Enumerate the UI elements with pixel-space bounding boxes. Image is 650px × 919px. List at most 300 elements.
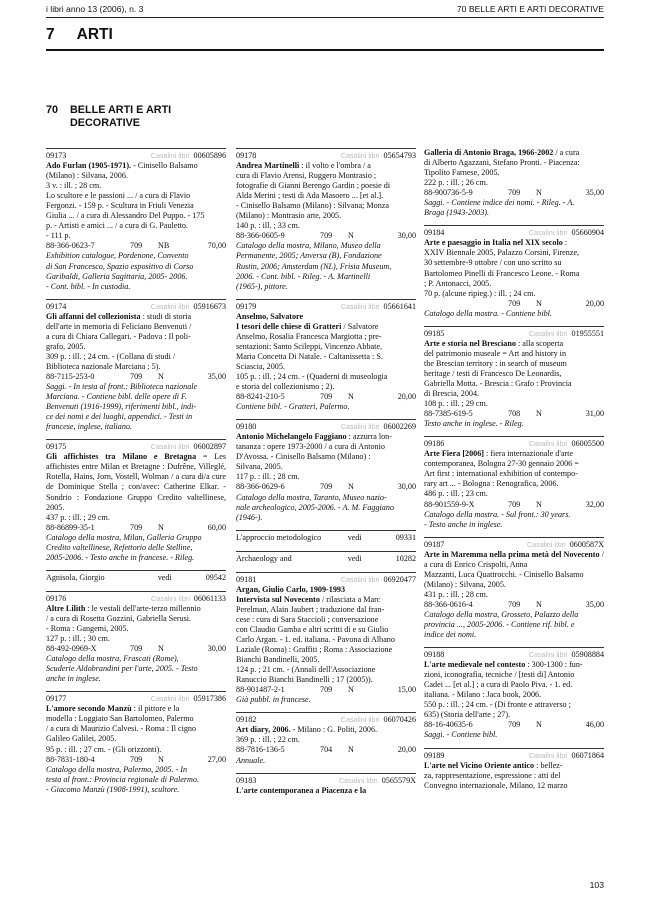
catalog-entry [424, 748, 604, 791]
isbn: 88-901559-9-X [424, 499, 475, 509]
classification: 709 [508, 499, 521, 509]
entry-line: : studi di storia [142, 311, 192, 321]
isbn-row [236, 745, 416, 755]
entry-line: 550 p. : ill. ; 24 cm. - (Di fronte e attraverso ; [424, 700, 571, 710]
entry-body [236, 786, 416, 796]
catalog-label: Casalini libri [528, 750, 568, 760]
entry-heading: Arte in Maremma nella prima metà del Novecento [424, 549, 600, 559]
catalog-entry [236, 419, 416, 522]
entry-id-row [424, 751, 604, 761]
entry-line: di Alberto Agazzani, Stefano Pronti. - Piacenza: [424, 158, 580, 168]
price: 15,00 [397, 685, 416, 695]
journal-issue: i libri anno 13 (2006), n. 3 [46, 4, 144, 14]
ref-number: 10282 [395, 553, 416, 563]
price: 20,00 [585, 298, 604, 308]
catalog-label: Casalini libri [340, 151, 380, 160]
entry-body [46, 452, 226, 522]
catalog-label: Casalini libri [151, 593, 190, 603]
cross-reference [236, 530, 416, 545]
isbn-row [424, 409, 604, 419]
entry-line: Gabriella Motta. - Brescia : Grafo : Provincia [424, 378, 572, 388]
entry-line: 70 p. (alcune ripieg.) : ill. ; 24 cm. [424, 288, 536, 298]
entry-line: Giulia ... / a cura di Alessandro Del Puppo. - 175 [46, 211, 205, 221]
entry-heading: L'amore secondo Manzù [46, 704, 132, 714]
catalog-code: 05660904 [571, 228, 604, 238]
entry-line: - 111 p. [46, 231, 71, 241]
entry-note: Saggi. - Contiene bibl. [424, 730, 498, 740]
entry-id-row [424, 540, 604, 550]
isbn: 88-492-0969-X [46, 644, 97, 654]
entry-note: Saggi. - Contiene indice dei nomi. - Rileg. - A. [424, 198, 575, 208]
entry-heading: Anselmo, Salvatore [236, 311, 304, 321]
price: 60,00 [207, 522, 226, 532]
entry-line: / a cura di Enrico Crispolti, Anna [424, 549, 604, 569]
entry-body [424, 148, 604, 188]
entry-line: : azzurra lon- [348, 432, 392, 442]
entry-line: Convegno internazionale, Milano, 12 marzo [424, 780, 568, 790]
entry-body [236, 585, 416, 685]
entry-body [424, 761, 604, 791]
entry-number: 09175 [46, 442, 67, 452]
catalog-entry [424, 436, 604, 529]
binding-type: N [348, 685, 354, 695]
isbn-row [46, 372, 226, 382]
entry-line: sentazioni: Santo Scileppi, Vincenzo Abbate, [236, 341, 383, 351]
entry-body [46, 161, 226, 241]
entry-line: - Milano : G. Politi, 2006. [292, 725, 378, 735]
catalog-code: 06061133 [193, 593, 226, 603]
catalog-label: Casalini libri [338, 775, 378, 785]
isbn [424, 299, 508, 309]
entry-note: nale archeologico, 2005-2006. - A. M. Faggiano [236, 502, 394, 512]
column-3 [424, 148, 604, 798]
entry-note: Catalogo della mostra, Taranto, Museo nazio- [236, 492, 387, 502]
classification: 709 [508, 298, 521, 308]
entry-note: Scuderie Aldobrandini per l'arte, 2005. - Testo [46, 664, 198, 674]
entry-heading: Antonio Michelangelo Faggiano [236, 432, 347, 442]
binding-type: N [536, 499, 542, 509]
entry-line: / a cura di Maurizio Calvesi. - Roma : Il cigno [46, 724, 197, 734]
entry-line: tananza : opere 1973-2000 / a cura di Antonio [236, 442, 385, 452]
catalog-code: 05917386 [193, 694, 226, 704]
classification: 709 [130, 241, 143, 251]
classification: 709 [130, 644, 143, 654]
ref-target [348, 533, 416, 543]
price: 30,00 [397, 231, 416, 241]
entry-heading: Arte Fiera [2006] [424, 449, 485, 459]
entry-id-row [424, 650, 604, 660]
binding-type: N [348, 392, 354, 402]
entry-line: cura di Flavio Arensi, Ruggero Montrasio ; [236, 171, 377, 181]
catalog-entry [424, 225, 604, 318]
catalog-entry [236, 572, 416, 706]
entry-id-row [236, 422, 416, 432]
entry-id-row [46, 594, 226, 604]
isbn-row [236, 392, 416, 402]
price: 27,00 [207, 754, 226, 764]
entry-id-row [424, 228, 604, 238]
catalog-code: 06005500 [571, 439, 604, 449]
entry-note: Catalogo della mostra, Palermo, 2005. - In [46, 764, 188, 774]
isbn-row [236, 231, 416, 241]
entry-line: grafo, 2005. [46, 341, 86, 351]
entry-number: 09180 [236, 422, 257, 432]
entry-body [46, 704, 226, 754]
isbn: 88-16-40635-6 [424, 720, 473, 730]
section-title: BELLE ARTI E ARTI DECORATIVE [70, 104, 172, 129]
entry-line: cese : cura di Sara Staccioli ; conversazione [236, 614, 379, 624]
entry-id-row [236, 151, 416, 161]
binding-type: N [158, 371, 164, 381]
entry-line: : il volto e l'ombra / a [301, 161, 371, 171]
entry-id-row [236, 776, 416, 786]
entry-number: 09188 [424, 650, 445, 660]
entry-line: Galileo Galilei, 2005. [46, 734, 117, 744]
isbn: 88-7115-253-0 [46, 371, 95, 381]
entry-number: 09177 [46, 694, 67, 704]
entry-note: Catalogo della mostra, Grosseto, Palazzo della [424, 609, 579, 619]
entry-line: (Milano) : Silvana, 2006. [46, 171, 128, 181]
catalog-label: Casalini libri [528, 228, 568, 238]
entry-heading: Art diary, 2006. [236, 725, 291, 735]
entry-line: modella : Loggiato San Bartolomeo, Palermo [46, 714, 194, 724]
entry-note: indice dei nomi. [424, 630, 477, 640]
isbn: 88-7816-136-5 [236, 745, 285, 755]
entry-number: 09185 [424, 328, 445, 338]
entry-line: Carlo Argan. - 1. ed. italiana. - Pavona di Albano [236, 635, 395, 645]
entry-note: testa al front.: Provincia regionale di Palermo. [46, 774, 199, 784]
entry-id-row [46, 694, 226, 704]
entry-line: / Salvatore [343, 321, 379, 331]
entry-body [236, 161, 416, 231]
entry-note: Contiene bibl. - Gratteri, Palermo. [236, 402, 350, 412]
entry-note: - Giacomo Manzù (1908-1991), scultore. [46, 784, 180, 794]
entry-line: 108 p. : ill. ; 29 cm. [424, 399, 488, 409]
entry-number: 09186 [424, 439, 445, 449]
price: 35,00 [585, 188, 604, 198]
entry-note: Catalogo della mostra, Milano, Museo della [236, 241, 381, 251]
catalog-code: 05916673 [193, 301, 226, 311]
entry-line: (Milano) : Montrasio arte, 2005. [236, 211, 342, 221]
entry-line: 369 p. : ill. ; 22 cm. [236, 735, 300, 745]
entry-line: the Brescian territory : in search of museum [424, 358, 567, 368]
catalog-code: 0565579X [381, 775, 416, 785]
entry-line: italiana. - Milano : Jaca book, 2006. [424, 690, 542, 700]
entry-description: = Les affichistes entre Milan et Bretagne : Dufrêne, Villeglé, Rotella, Hains, Jorn, Vostell, Wolman / a cura di/a cure de Dominique Stella ; con/avec: Catherine Elkar. - Sondrio : Fondazione Gruppo Credito valtellinese, 2005. 437 p. : ill. ; 29 cm. [46, 452, 227, 522]
price: 31,00 [585, 409, 604, 419]
entry-title: I tesori delle chiese di Gratteri [236, 321, 342, 331]
chapter-heading [46, 26, 604, 51]
catalog-entry [46, 691, 226, 794]
catalog-label: Casalini libri [150, 151, 190, 160]
price: 20,00 [397, 392, 416, 402]
entry-number: 09181 [236, 574, 257, 584]
ref-number: 09542 [205, 572, 226, 582]
entry-note: Permanente, 2005; Anversa (B), Fondazione [236, 251, 382, 261]
entry-line: 3 v. : ill. ; 28 cm. [46, 181, 102, 191]
entry-line: Alda Merini ; testi di Ada Masoero ... [et al.]. [236, 191, 384, 201]
entry-body [236, 725, 416, 745]
classification: 709 [130, 754, 143, 764]
binding-type: N [536, 409, 542, 419]
catalog-code: 06070426 [383, 715, 416, 725]
ref-target [158, 573, 226, 583]
entry-line: Sciascia, 2005. [236, 361, 285, 371]
entry-note: 2005-2006. - Testo anche in francese. - Rileg. [46, 552, 195, 562]
entry-line: a cura di Chiara Callegari. - Padova : Il poli- [46, 331, 191, 341]
isbn: 88-86899-35-1 [46, 522, 95, 532]
classification: 708 [508, 409, 521, 419]
entry-line: (Milano) : Silvana, 2005. [424, 579, 506, 589]
entry-line: : alla scoperta [517, 338, 564, 348]
entry-line: zioni, iconografia, tecniche / [testi di] Antonio [424, 670, 575, 680]
entry-line: Art first : international exhibition of contempo- [424, 469, 578, 479]
chapter-number: 7 [46, 26, 55, 43]
entry-line: za, rappresentazione, espressione : atti del [424, 770, 561, 780]
entry-line: 431 p. : ill. ; 28 cm. [424, 589, 488, 599]
binding-type: NB [158, 241, 170, 251]
entry-line: : fiera internazionale d'arte [486, 449, 573, 459]
isbn: 88-366-0605-9 [236, 231, 285, 241]
isbn-row [424, 188, 604, 198]
catalog-label: Casalini libri [150, 301, 190, 311]
catalog-label: Casalini libri [526, 539, 566, 549]
catalog-entry [236, 712, 416, 765]
entry-heading: Gli affichistes tra Milano e Bretagna [46, 452, 197, 462]
entry-heading: L'arte nel Vicino Oriente antico [424, 760, 535, 770]
entry-number: 09174 [46, 301, 67, 311]
entry-line: e storia del collezionismo ; 2). [236, 382, 335, 392]
entry-number: 09179 [236, 301, 257, 311]
binding-type: N [158, 644, 164, 654]
entry-note: Catalogo della mostra, Frascati (Rome), [46, 654, 179, 664]
section-heading [46, 104, 180, 129]
entry-line: 117 p. : ill. ; 28 cm. [236, 472, 300, 482]
classification: 709 [130, 522, 143, 532]
isbn-row [46, 523, 226, 533]
entry-note: - Testo anche in inglese. [424, 519, 503, 529]
entry-number: 09178 [236, 151, 257, 160]
entry-note: Testo anche in inglese. - Rileg. [424, 419, 524, 429]
catalog-code: 05908884 [571, 650, 604, 660]
catalog-entry [236, 773, 416, 796]
classification: 704 [320, 745, 333, 755]
entry-line: : il pittore e la [133, 704, 180, 714]
entry-line: - Cinisello Balsamo [133, 161, 198, 171]
column-2 [236, 148, 416, 803]
catalog-entry-continued [424, 148, 604, 218]
entry-heading: L'arte medievale nel contesto [424, 660, 526, 670]
isbn: 88-366-0623-7 [46, 241, 95, 251]
entry-number: 09183 [236, 775, 257, 785]
isbn-row [46, 644, 226, 654]
binding-type: N [158, 754, 164, 764]
entry-line: Biblioteca nazionale Marciana ; 5). [46, 361, 161, 371]
entry-number: 09189 [424, 750, 445, 760]
entry-id-row [46, 302, 226, 312]
page-number: 103 [589, 880, 604, 890]
entry-number: 09187 [424, 539, 445, 549]
entry-line: XXIV Biennale 2005, Palazzo Corsini, Firenze, [424, 248, 580, 258]
isbn: 88-7831-180-4 [46, 754, 95, 764]
entry-line: rary art ... - Bologna : Renografica, 2006. [424, 479, 559, 489]
catalog-label: Casalini libri [150, 694, 190, 704]
entry-line: 95 p. : ill. ; 27 cm. - (Gli orizzonti). [46, 744, 162, 754]
price: 20,00 [397, 745, 416, 755]
header-rule [46, 17, 604, 18]
catalog-label: Casalini libri [340, 715, 380, 725]
ref-target [348, 554, 416, 564]
entry-note: Catalogo della mostra. - Sul front.: 30 years. [424, 509, 571, 519]
entry-heading: Gli affanni del collezionista [46, 311, 141, 321]
entry-line: fotografie di Gianni Berengo Gardin ; poesie di [236, 181, 391, 191]
entry-note: Catalogo della mostra. - Contiene bibl. [424, 308, 552, 318]
entry-line: Bartolomeo Pinelli di Francesco Leone. - Roma [424, 268, 580, 278]
entry-heading: Arte e storia nel Bresciano [424, 338, 516, 348]
catalog-code: 05654793 [383, 151, 416, 160]
binding-type: N [158, 522, 164, 532]
catalog-code: 01955551 [571, 328, 604, 338]
entry-heading: Galleria di Antonio Braga, 1966-2002 [424, 148, 554, 157]
column-1 [46, 148, 226, 802]
entry-heading: Altre Lilith [46, 603, 86, 613]
entry-line: D'Avossa. - Cinisello Balsamo (Milano) : [236, 452, 371, 462]
entry-line: Silvana, 2005. [236, 462, 283, 472]
entry-line: : 300-1300 : fun- [527, 660, 583, 670]
catalog-label: Casalini libri [340, 422, 380, 432]
entry-title: Intervista sul Novecento [236, 594, 320, 604]
catalog-entry [424, 647, 604, 740]
entry-id-row [46, 442, 226, 452]
classification: 709 [508, 599, 521, 609]
ref-author: Archaeology and [236, 553, 292, 563]
entry-line: Maria Concetta Di Natale. - Caltanissetta : S. [236, 351, 383, 361]
catalog-entry [46, 148, 226, 292]
entry-line: / rilasciata a Marc [321, 594, 381, 604]
entry-note: provincia ..., 2005-2006. - Contiene rif. bibl. e [424, 620, 575, 630]
entry-note: Già pubbl. in francese. [236, 695, 311, 705]
entry-line: Tipolito Farnese, 2005. [424, 168, 500, 178]
entry-id-row [46, 151, 226, 161]
entry-heading: Andrea Martinelli [236, 161, 300, 171]
isbn-row [424, 299, 604, 309]
entry-note: Saggi. - In testa al front.: Biblioteca nazionale [46, 382, 198, 392]
entry-line: : [564, 238, 568, 248]
catalog-code: 06071864 [571, 750, 604, 760]
price: 35,00 [207, 371, 226, 381]
entry-note: - Cont. bibl. - In custodia. [46, 281, 131, 291]
catalog-code: 06920477 [383, 574, 416, 584]
isbn-row [236, 482, 416, 492]
classification: 709 [320, 482, 333, 492]
entry-line: Cadei ... [et al.] ; a cura di Paolo Piva. - 1. ed. [424, 680, 573, 690]
entry-line: heritage / testi di Francesco De Leonardis, [424, 368, 562, 378]
entry-line: contemporanea, Bologna 27-30 gennaio 2006 = [424, 459, 579, 469]
entry-note: Benvenuti (1916-1999), riferimenti bibl., indi- [46, 402, 197, 412]
classification: 709 [320, 392, 333, 402]
isbn-row [424, 500, 604, 510]
entry-line: con Claudio Gamba e altri scritti di e su Giulio [236, 624, 389, 634]
isbn: 88-366-0616-4 [424, 599, 473, 609]
entry-note: Catalogo della mostra, Milan, Galleria Gruppo [46, 532, 202, 542]
catalog-label: Casalini libri [340, 574, 380, 584]
entry-line: Lo scultore e le passioni ... / a cura di Flavio [46, 191, 191, 201]
entry-note: Annuale. [236, 755, 266, 765]
entry-heading: Arte e paesaggio in Italia nel XIX secolo [424, 238, 563, 248]
classification: 709 [508, 188, 521, 198]
entry-line: 124 p. ; 21 cm. - (Annali dell'Associazione [236, 665, 376, 675]
catalog-entry [46, 299, 226, 433]
binding-type: N [536, 188, 542, 198]
entry-number: 09176 [46, 593, 67, 603]
entry-note: 2006. - Cont. bibl. - Rileg. - A. Martinelli [236, 271, 371, 281]
entry-body [424, 238, 604, 298]
entry-body [236, 312, 416, 392]
entry-id-row [424, 329, 604, 339]
entry-note: anche in inglese. [46, 674, 101, 684]
chapter-rule [46, 49, 604, 51]
entry-id-row [424, 439, 604, 449]
isbn-row [424, 720, 604, 730]
classification: 709 [130, 371, 143, 381]
entry-note: di San Francesco, Spazio espositivo di Corso [46, 261, 194, 271]
entry-body [424, 339, 604, 409]
entry-line: 635) (Storia dell'arte ; 27). [424, 710, 511, 720]
entry-body [424, 660, 604, 720]
entry-line: Anselmo, Rosalia Francesca Margiotta ; pre- [236, 331, 382, 341]
binding-type: N [536, 720, 542, 730]
entry-line: del patrimonio museale = Art and history in [424, 348, 567, 358]
price: 35,00 [585, 599, 604, 609]
catalog-code: 06002269 [383, 422, 416, 432]
entry-body [236, 432, 416, 482]
catalog-label: Casalini libri [528, 650, 568, 660]
catalog-label: Casalini libri [150, 442, 190, 452]
entry-heading: L'arte contemporanea a Piacenza e la [236, 785, 367, 795]
entry-line: Perelman, Alain Jaubert ; traduzione dal fran- [236, 604, 385, 614]
running-header [46, 2, 604, 16]
section-number: 70 [46, 104, 59, 116]
entry-line: Ranuccio Bianchi Bandinelli ; 17 (2005)). [236, 675, 373, 685]
entry-line: : le vestali dell'arte-terzo millennio [87, 603, 201, 613]
entry-id-row [236, 715, 416, 725]
entry-line: / a cura [555, 148, 580, 157]
ref-author: Agnisola, Giorgio [46, 572, 105, 582]
entry-line: 127 p. : ill. ; 30 cm. [46, 634, 110, 644]
entry-body [424, 550, 604, 600]
entry-line: Fergonzi. - 159 p. - Scultura in Friuli Venezia [46, 201, 194, 211]
catalog-entry [424, 537, 604, 640]
entry-number: 09182 [236, 715, 257, 725]
entry-note: (1965-), pittore. [236, 281, 288, 291]
chapter-title: ARTI [76, 26, 113, 43]
binding-type: N [348, 231, 354, 241]
entry-line: dell'arte in memoria di Feliciano Benvenuti / [46, 321, 192, 331]
price: 70,00 [207, 241, 226, 251]
entry-line: Laziale (Roma) : Graffiti ; Roma : Associazione [236, 645, 393, 655]
entry-note: Garibaldi, Galleria Sagittaria, 2005- 2006. [46, 271, 188, 281]
entry-body [46, 312, 226, 372]
binding-type: N [536, 298, 542, 308]
entry-line: 222 p. : ill. ; 26 cm. [424, 178, 488, 188]
entry-number: 09173 [46, 151, 67, 160]
price: 32,00 [585, 499, 604, 509]
catalog-code: 0600587X [569, 539, 604, 549]
catalog-code: 00605896 [193, 151, 226, 160]
catalog-entry [236, 148, 416, 292]
entry-line: 140 p. : ill. ; 33 cm. [236, 221, 300, 231]
isbn-row [236, 685, 416, 695]
